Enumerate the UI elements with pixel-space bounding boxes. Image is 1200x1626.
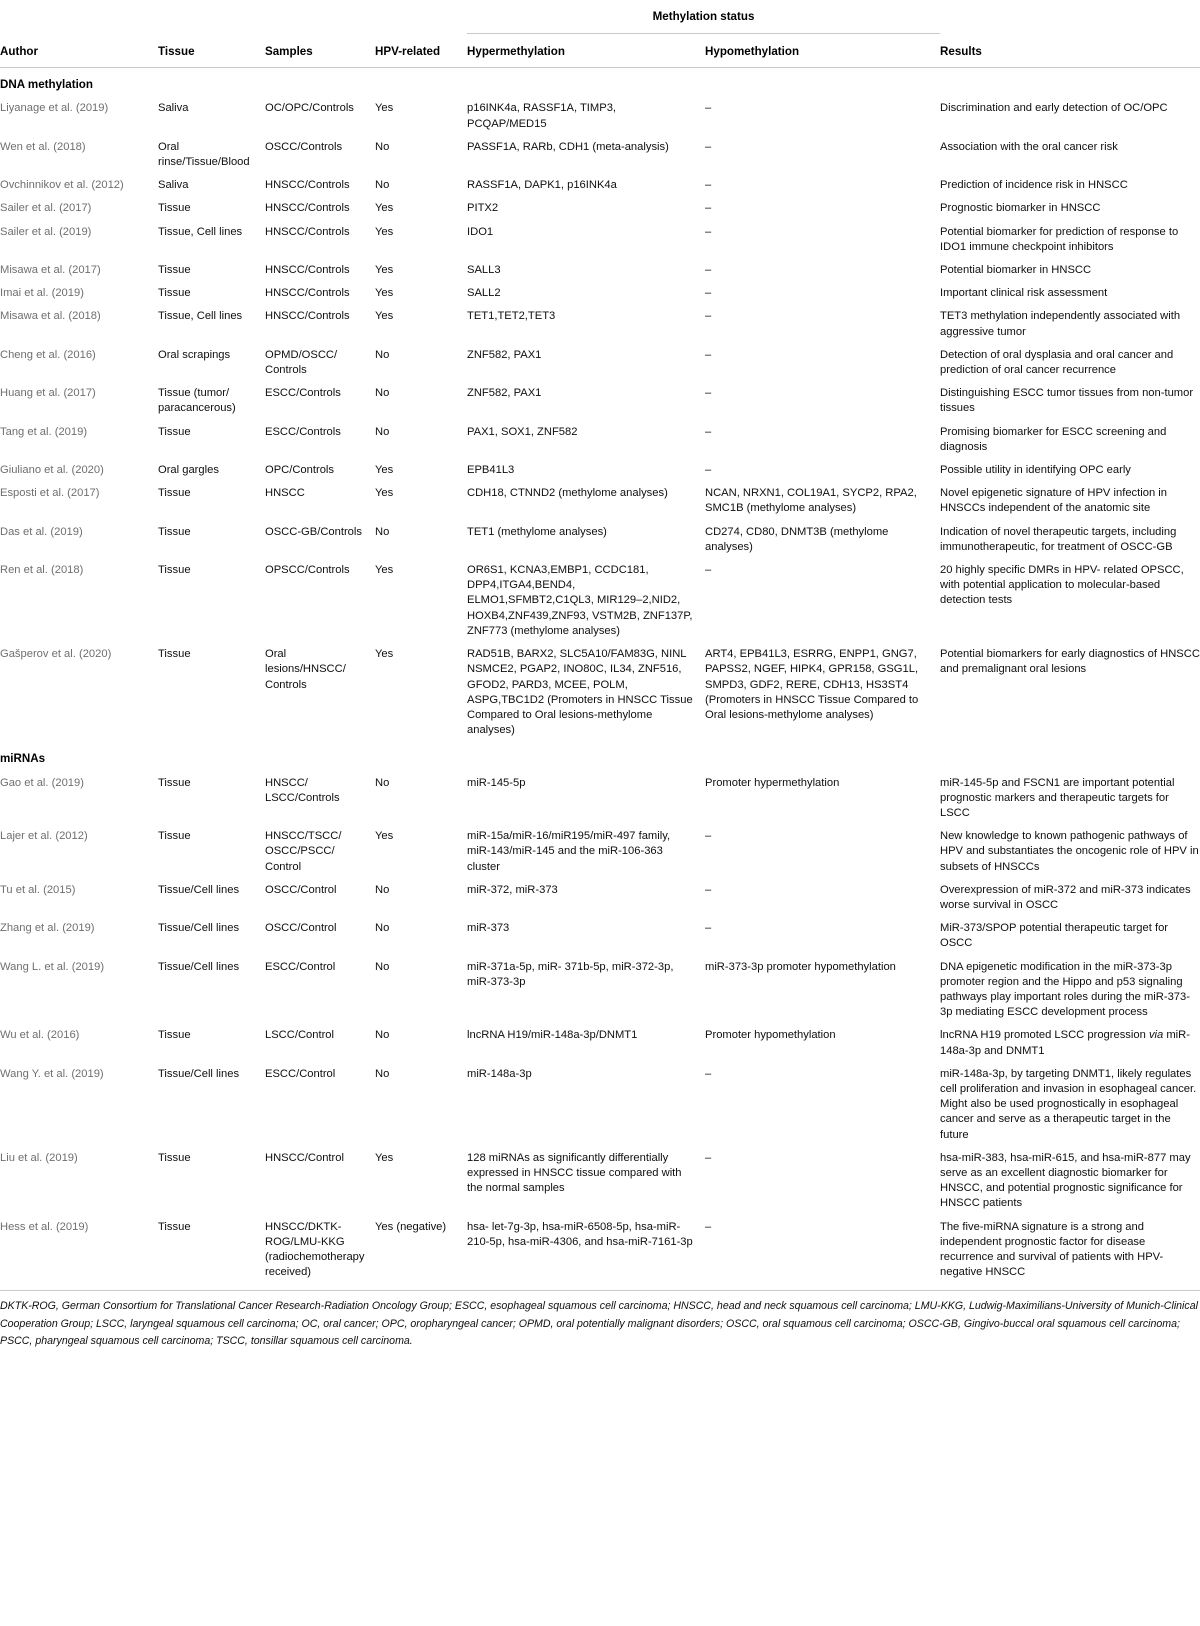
section-header-row [0, 742, 1200, 771]
cell-tissue: Saliva [158, 179, 189, 192]
cell-author: Misawa et al. (2017) [0, 264, 101, 277]
cell-samples: HNSCC/DKTK-ROG/LMU-KKG (radiochemotherapy received) [265, 1220, 365, 1279]
table-row [0, 917, 1200, 955]
cell-tissue: Oral scrapings [158, 348, 231, 361]
cell-hpv-related: Yes [375, 225, 394, 238]
cell-hypermethylation: hsa- let-7g-3p, hsa-miR-6508-5p, hsa-miR-210-5p, hsa-miR-4306, and hsa-miR-7161-3p [467, 1220, 693, 1248]
group-header-spacer [0, 0, 467, 34]
cell-author: Giuliano et al. (2020) [0, 464, 104, 477]
cell-hypermethylation: RASSF1A, DAPK1, p16INK4a [467, 179, 617, 192]
cell-hypomethylation: – [705, 140, 712, 153]
cell-author: Liyanage et al. (2019) [0, 102, 109, 115]
cell-results: Discrimination and early detection of OC/OPC [940, 102, 1168, 115]
cell-hypomethylation: – [705, 264, 712, 277]
cell-results: Prognostic biomarker in HNSCC [940, 202, 1101, 215]
table-row [0, 482, 1200, 520]
cell-results: lncRNA H19 promoted LSCC progression via miR-148a-3p and DNMT1 [940, 1029, 1190, 1057]
cell-hypermethylation: miR-373 [467, 922, 510, 935]
cell-tissue: Tissue [158, 776, 191, 789]
cell-author: Liu et al. (2019) [0, 1151, 78, 1164]
cell-tissue: Tissue [158, 1151, 191, 1164]
cell-hypomethylation: miR-373-3p promoter hypomethylation [705, 960, 896, 973]
table-row [0, 1024, 1200, 1062]
cell-hypomethylation: Promoter hypomethylation [705, 1029, 836, 1042]
cell-hypomethylation: – [705, 387, 712, 400]
cell-hypermethylation: EPB41L3 [467, 464, 515, 477]
cell-author: Tang et al. (2019) [0, 425, 88, 438]
table-row [0, 136, 1200, 174]
cell-hpv-related: Yes [375, 287, 394, 300]
cell-results: DNA epigenetic modification in the miR-373-3p promoter region and the Hippo and p53 signaling pathways play important roles during the miR-373-3p mediating ESCC development process [940, 960, 1190, 1019]
cell-hpv-related: Yes [375, 648, 394, 661]
cell-tissue: Tissue [158, 830, 191, 843]
table-row [0, 1147, 1200, 1216]
cell-hypermethylation: lncRNA H19/miR-148a-3p/DNMT1 [467, 1029, 638, 1042]
table-row [0, 382, 1200, 420]
cell-hypermethylation: PASSF1A, RARb, CDH1 (meta-analysis) [467, 140, 669, 153]
cell-hypomethylation: – [705, 564, 712, 577]
group-header-cell [467, 0, 940, 34]
cell-hpv-related: No [375, 776, 390, 789]
cell-hypermethylation: SALL2 [467, 287, 501, 300]
cell-results: Potential biomarker in HNSCC [940, 264, 1092, 277]
cell-hypomethylation: – [705, 830, 712, 843]
table-row [0, 174, 1200, 197]
cell-author: Gašperov et al. (2020) [0, 648, 112, 661]
cell-author: Lajer et al. (2012) [0, 830, 88, 843]
table-row [0, 956, 1200, 1025]
cell-results: Possible utility in identifying OPC early [940, 464, 1131, 477]
cell-hypomethylation: Promoter hypermethylation [705, 776, 840, 789]
cell-samples: OPC/Controls [265, 464, 335, 477]
cell-tissue: Tissue, Cell lines [158, 310, 243, 323]
cell-results: Novel epigenetic signature of HPV infection in HNSCCs independent of the anatomic site [940, 487, 1167, 515]
section-title: DNA methylation [0, 78, 93, 92]
col-header-samples: Samples [265, 34, 375, 68]
col-header-tissue: Tissue [158, 34, 265, 68]
cell-hpv-related: No [375, 140, 390, 153]
cell-samples: ESCC/Controls [265, 425, 341, 438]
cell-hypomethylation: – [705, 883, 712, 896]
cell-author: Misawa et al. (2018) [0, 310, 101, 323]
cell-hypermethylation: SALL3 [467, 264, 501, 277]
cell-results: Indication of novel therapeutic targets, including immunotherapeutic, for treatment of OSCC-GB [940, 525, 1177, 553]
cell-hypomethylation: – [705, 310, 712, 323]
col-header-author: Author [0, 34, 158, 68]
cell-author: Wen et al. (2018) [0, 140, 86, 153]
cell-samples: ESCC/Control [265, 1067, 336, 1080]
cell-samples: OSCC/Controls [265, 140, 343, 153]
cell-author: Ovchinnikov et al. (2012) [0, 179, 124, 192]
cell-hypermethylation: ZNF582, PAX1 [467, 348, 542, 361]
cell-results: Detection of oral dysplasia and oral cancer and prediction of oral cancer recurrence [940, 348, 1174, 377]
cell-hypermethylation: p16INK4a, RASSF1A, TIMP3, PCQAP/MED15 [467, 102, 617, 130]
cell-author: Cheng et al. (2016) [0, 348, 96, 361]
cell-tissue: Tissue/Cell lines [158, 883, 240, 896]
cell-results: hsa-miR-383, hsa-miR-615, and hsa-miR-877 may serve as an excellent diagnostic biomarker for HNSCC, and potential prognostic significance for HNSCC patients [940, 1151, 1191, 1210]
cell-author: Wang L. et al. (2019) [0, 960, 105, 973]
cell-tissue: Tissue, Cell lines [158, 225, 243, 238]
cell-tissue: Tissue [158, 287, 191, 300]
cell-hypomethylation: – [705, 102, 712, 115]
table-row [0, 1063, 1200, 1147]
cell-tissue: Tissue [158, 564, 191, 577]
cell-samples: HNSCC/Controls [265, 179, 350, 192]
cell-hypomethylation: – [705, 464, 712, 477]
table-row [0, 97, 1200, 135]
cell-tissue: Tissue [158, 648, 191, 661]
cell-hypermethylation: TET1,TET2,TET3 [467, 310, 556, 323]
cell-tissue: Tissue/Cell lines [158, 960, 240, 973]
cell-samples: OSCC-GB/Controls [265, 525, 362, 538]
cell-samples: HNSCC/TSCC/ OSCC/PSCC/ Control [265, 830, 342, 873]
cell-hypermethylation: PAX1, SOX1, ZNF582 [467, 425, 578, 438]
cell-tissue: Oral rinse/Tissue/Blood [158, 140, 250, 169]
cell-hypermethylation: miR-371a-5p, miR- 371b-5p, miR-372-3p, miR-373-3p [467, 960, 674, 988]
cell-hypomethylation: – [705, 1067, 712, 1080]
col-header-hypermethylation: Hypermethylation [467, 34, 705, 68]
cell-author: Sailer et al. (2017) [0, 202, 92, 215]
column-header-row [0, 34, 1200, 68]
cell-tissue: Tissue [158, 264, 191, 277]
cell-hpv-related: No [375, 960, 390, 973]
cell-author: Ren et al. (2018) [0, 564, 84, 577]
cell-hypermethylation: miR-372, miR-373 [467, 883, 558, 896]
table-row [0, 521, 1200, 559]
col-header-hpv-related: HPV-related [375, 34, 467, 68]
cell-hypomethylation: – [705, 179, 712, 192]
table-row [0, 559, 1200, 643]
cell-hypomethylation: CD274, CD80, DNMT3B (methylome analyses) [705, 525, 889, 553]
cell-hpv-related: Yes [375, 464, 394, 477]
cell-hypermethylation: IDO1 [467, 225, 494, 238]
cell-author: Das et al. (2019) [0, 525, 83, 538]
group-header-spacer-right [940, 0, 1200, 34]
cell-hpv-related: No [375, 387, 390, 400]
table-row [0, 305, 1200, 343]
table-footnote: DKTK-ROG, German Consortium for Translational Cancer Research-Radiation Oncology Group; ESCC, esophageal squamous cell carcinoma; HNSCC, head and neck squamous cell carcinoma; LMU-KKG, Ludwig-Maximilians-University of Munich-Clinical Cooperation Group; LSCC, laryngeal squamous cell carcinoma; OC, oral cancer; OPC, oropharyngeal cancer; OPMD, oral potentially malignant disorders; OSCC, oral squamous cell carcinoma; OSCC-GB, Gingivo-buccal oral squamous cell carcinoma; PSCC, pharyngeal squamous cell carcinoma; TSCC, tonsillar squamous cell carcinoma. [0, 1300, 1198, 1348]
cell-tissue: Tissue [158, 425, 191, 438]
cell-hpv-related: Yes [375, 264, 394, 277]
cell-hpv-related: No [375, 348, 390, 361]
cell-samples: ESCC/Control [265, 960, 336, 973]
cell-results: Promising biomarker for ESCC screening and diagnosis [940, 425, 1167, 453]
cell-results: Association with the oral cancer risk [940, 140, 1118, 153]
table-row [0, 197, 1200, 220]
cell-samples: HNSCC/Controls [265, 264, 350, 277]
cell-hypomethylation: – [705, 425, 712, 438]
section-header-row [0, 68, 1200, 98]
cell-hypermethylation: TET1 (methylome analyses) [467, 525, 607, 538]
col-header-results: Results [940, 34, 1200, 68]
cell-hypermethylation: RAD51B, BARX2, SLC5A10/FAM83G, NINL NSMCE2, PGAP2, INO80C, IL34, ZNF516, GFOD2, PARD3, MCEE, POLM, ASPG,TBC1D2 (Promoters in HNSCC Tissue Compared to Oral lesions-methylome analyses) [467, 648, 693, 737]
cell-tissue: Tissue [158, 487, 191, 500]
cell-hpv-related: Yes (negative) [375, 1220, 447, 1233]
cell-samples: OPMD/OSCC/ Controls [265, 348, 338, 377]
table-row [0, 459, 1200, 482]
cell-hypermethylation: 128 miRNAs as significantly differentially expressed in HNSCC tissue compared with the normal samples [467, 1151, 682, 1195]
cell-tissue: Tissue (tumor/ paracancerous) [158, 387, 236, 415]
group-header-label: Methylation status [652, 9, 755, 23]
cell-samples: HNSCC/Controls [265, 202, 350, 215]
cell-author: Hess et al. (2019) [0, 1220, 89, 1233]
cell-hpv-related: No [375, 883, 390, 896]
cell-results: MiR-373/SPOP potential therapeutic target for OSCC [940, 922, 1169, 950]
table-row [0, 221, 1200, 259]
cell-author: Wang Y. et al. (2019) [0, 1067, 104, 1080]
cell-hypomethylation: – [705, 287, 712, 300]
table-row [0, 282, 1200, 305]
cell-samples: HNSCC/Controls [265, 287, 350, 300]
cell-results: miR-145-5p and FSCN1 are important potential prognostic markers and therapeutic targets for LSCC [940, 776, 1175, 819]
cell-results: The five-miRNA signature is a strong and independent prognostic factor for disease recurrence and survival of patients with HPV-negative HNSCC [940, 1220, 1164, 1279]
cell-tissue: Oral gargles [158, 464, 219, 477]
cell-samples: OSCC/Control [265, 883, 337, 896]
table-row [0, 259, 1200, 282]
cell-results: New knowledge to known pathogenic pathways of HPV and substantiates the oncogenic role of HPV in subsets of HNSCCs [940, 830, 1199, 873]
cell-tissue: Tissue/Cell lines [158, 922, 240, 935]
cell-hpv-related: Yes [375, 830, 394, 843]
cell-author: Esposti et al. (2017) [0, 487, 100, 500]
cell-hypomethylation: – [705, 225, 712, 238]
cell-results: Overexpression of miR-372 and miR-373 indicates worse survival in OSCC [940, 883, 1191, 911]
cell-author: Imai et al. (2019) [0, 287, 84, 300]
cell-tissue: Tissue [158, 1220, 191, 1233]
cell-tissue: Tissue [158, 202, 191, 215]
cell-results: miR-148a-3p, by targeting DNMT1, likely regulates cell proliferation and invasion in esophageal cancer. Might also be used prognostically in esophageal cancer and serve as a therapeutic target in the future [940, 1067, 1197, 1141]
cell-hypomethylation: – [705, 922, 712, 935]
cell-results: Important clinical risk assessment [940, 287, 1108, 300]
cell-tissue: Tissue [158, 525, 191, 538]
cell-samples: OSCC/Control [265, 922, 337, 935]
cell-samples: OC/OPC/Controls [265, 102, 354, 115]
table-row [0, 772, 1200, 826]
section-title: miRNAs [0, 752, 46, 766]
cell-tissue: Tissue [158, 1029, 191, 1042]
cell-results: Prediction of incidence risk in HNSCC [940, 179, 1128, 192]
cell-results: Potential biomarker for prediction of response to IDO1 immune checkpoint inhibitors [940, 225, 1179, 253]
cell-hpv-related: Yes [375, 487, 394, 500]
cell-hypomethylation: NCAN, NRXN1, COL19A1, SYCP2, RPA2, SMC1B (methylome analyses) [705, 487, 917, 515]
cell-hpv-related: Yes [375, 310, 394, 323]
table-header [0, 0, 1200, 68]
cell-samples: LSCC/Control [265, 1029, 335, 1042]
cell-hypomethylation: ART4, EPB41L3, ESRRG, ENPP1, GNG7, PAPSS2, NGEF, HIPK4, GPR158, GSG1L, SMPD3, GDF2, RERE, CDH13, HS3ST4 (Promoters in HNSCC Tissue Compared to Oral lesions-methylome analyses) [705, 648, 919, 721]
cell-samples: HNSCC/Control [265, 1151, 344, 1164]
cell-hypermethylation: CDH18, CTNND2 (methylome analyses) [467, 487, 668, 500]
cell-samples: ESCC/Controls [265, 387, 341, 400]
cell-hypermethylation: miR-148a-3p [467, 1067, 532, 1080]
cell-samples: HNSCC/Controls [265, 310, 350, 323]
cell-results: TET3 methylation independently associated with aggressive tumor [940, 310, 1181, 338]
cell-results: 20 highly specific DMRs in HPV- related OPSCC, with potential application to molecular-based detection tests [940, 564, 1184, 607]
cell-tissue: Saliva [158, 102, 189, 115]
cell-hpv-related: No [375, 179, 390, 192]
cell-hpv-related: Yes [375, 102, 394, 115]
cell-hypermethylation: miR-145-5p [467, 776, 526, 789]
cell-hypermethylation: OR6S1, KCNA3,EMBP1, CCDC181, DPP4,ITGA4,BEND4, ELMO1,SFMBT2,C1QL3, MIR129–2,NID2, HOXB4,ZNF439,ZNF93, VSTM2B, ZNF137P, ZNF773 (methylome analyses) [467, 564, 693, 637]
cell-hpv-related: No [375, 425, 390, 438]
cell-hpv-related: Yes [375, 564, 394, 577]
cell-results: Distinguishing ESCC tumor tissues from non-tumor tissues [940, 387, 1194, 415]
cell-hpv-related: Yes [375, 1151, 394, 1164]
cell-results: Potential biomarkers for early diagnostics of HNSCC and premalignant oral lesions [940, 648, 1200, 676]
cell-hpv-related: No [375, 1029, 390, 1042]
cell-samples: HNSCC/Controls [265, 225, 350, 238]
col-header-hypomethylation: Hypomethylation [705, 34, 940, 68]
cell-hpv-related: No [375, 922, 390, 935]
table-row [0, 879, 1200, 917]
cell-hypermethylation: miR-15a/miR-16/miR195/miR-497 family, miR-143/miR-145 and the miR-106-363 cluster [467, 830, 671, 873]
cell-hpv-related: No [375, 1067, 390, 1080]
cell-hypomethylation: – [705, 1220, 712, 1233]
cell-author: Zhang et al. (2019) [0, 922, 95, 935]
cell-hpv-related: No [375, 525, 390, 538]
cell-author: Sailer et al. (2019) [0, 225, 92, 238]
cell-hypomethylation: – [705, 202, 712, 215]
table-row [0, 344, 1200, 382]
table-row [0, 825, 1200, 879]
table-row [0, 1216, 1200, 1285]
cell-hypermethylation: PITX2 [467, 202, 499, 215]
cell-hypermethylation: ZNF582, PAX1 [467, 387, 542, 400]
cell-hypomethylation: – [705, 1151, 712, 1164]
table-body [0, 68, 1200, 1285]
cell-samples: HNSCC/ LSCC/Controls [265, 776, 340, 804]
cell-samples: Oral lesions/HNSCC/ Controls [265, 648, 346, 691]
cell-samples: OPSCC/Controls [265, 564, 350, 577]
cell-tissue: Tissue/Cell lines [158, 1067, 240, 1080]
cell-author: Tu et al. (2015) [0, 883, 76, 896]
table-row [0, 643, 1200, 742]
cell-samples: HNSCC [265, 487, 305, 500]
cell-hpv-related: Yes [375, 202, 394, 215]
cell-hypomethylation: – [705, 348, 712, 361]
table-row [0, 421, 1200, 459]
cell-author: Wu et al. (2016) [0, 1029, 80, 1042]
cell-author: Huang et al. (2017) [0, 387, 96, 400]
emphasis-text: via [1148, 1029, 1164, 1042]
cell-author: Gao et al. (2019) [0, 776, 84, 789]
group-header-row [0, 0, 1200, 34]
